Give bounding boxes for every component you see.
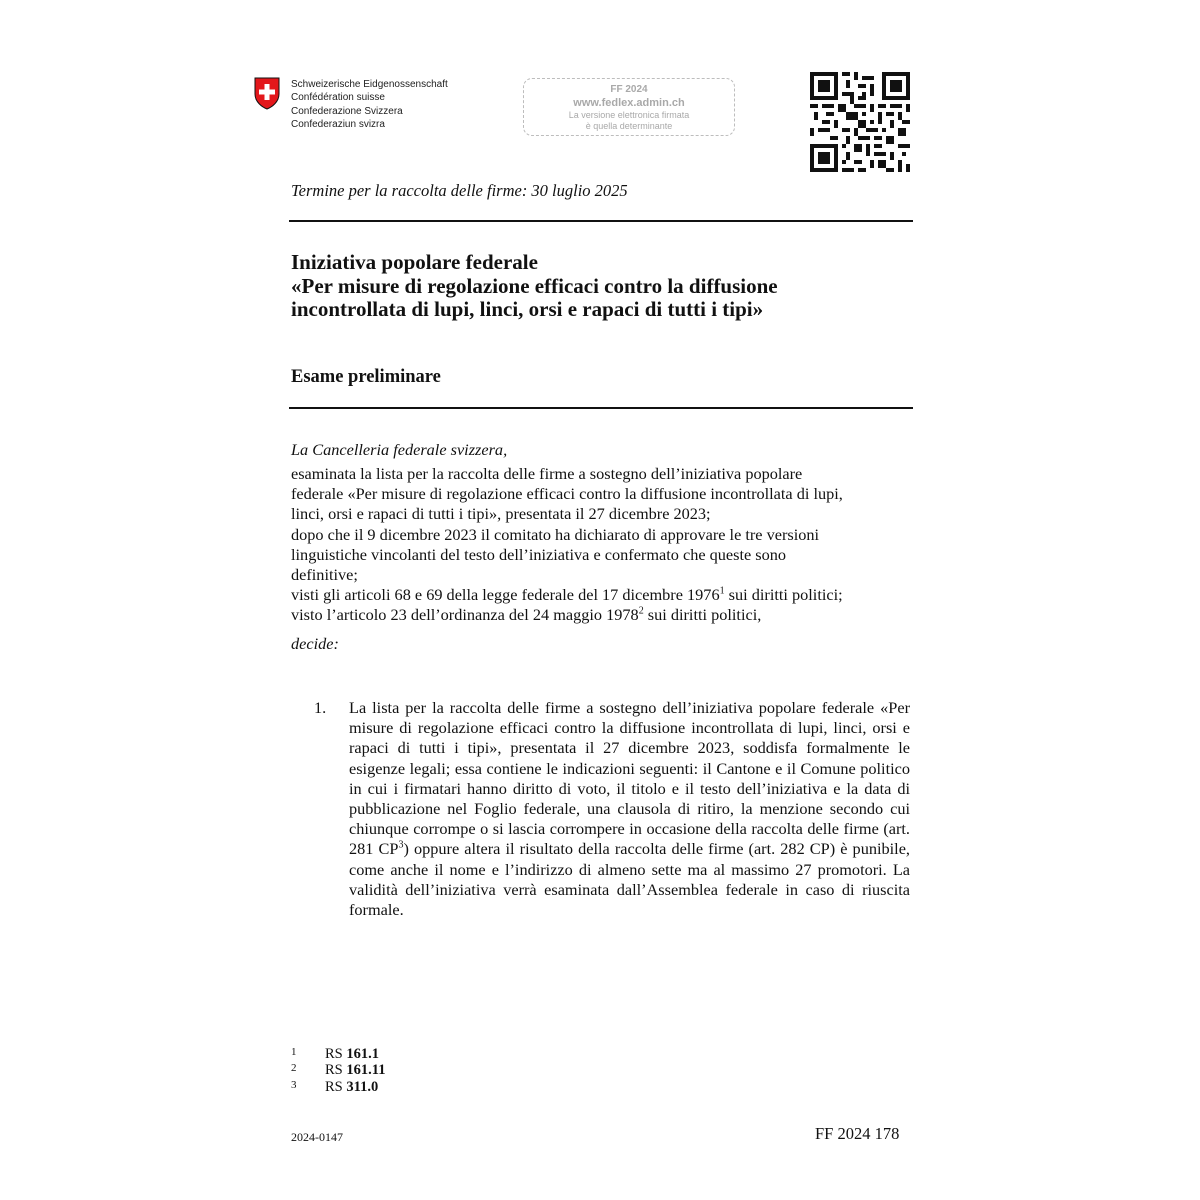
footnote-prefix: RS xyxy=(325,1046,347,1062)
footnote-ref[interactable]: 161.11 xyxy=(346,1062,386,1079)
document-title xyxy=(291,251,911,322)
footnote-prefix: RS xyxy=(325,1078,347,1095)
footnote-text xyxy=(325,1079,378,1095)
document-number: 2024-0147 xyxy=(291,1130,343,1144)
stamp-note-2: è quella determinante xyxy=(585,121,673,131)
electronic-signature-stamp xyxy=(523,78,735,136)
preamble-line: linguistiche vincolanti del testo dell’iniziativa e confermato che queste sono xyxy=(291,544,787,564)
footnote-text xyxy=(325,1062,385,1078)
qr-code-icon xyxy=(810,72,910,172)
preamble-line: esaminata la lista per la raccolta delle firme a sostegno dell’iniziativa popolare xyxy=(291,464,803,483)
divider-top xyxy=(289,220,913,222)
preamble-line: linci, orsi e rapaci di tutti i tipi», presentata il 27 dicembre 2023; xyxy=(291,504,711,524)
stamp-url[interactable]: www.fedlex.admin.ch xyxy=(573,97,685,109)
footnote-number: 1 xyxy=(291,1046,297,1058)
swiss-cross-shield-icon xyxy=(254,77,280,110)
federation-name-rm: Confederaziun svizra xyxy=(291,119,385,131)
footnote xyxy=(291,1046,385,1062)
footnote-ref-2[interactable]: 2 xyxy=(638,606,644,617)
preamble-line: definitive; xyxy=(291,565,358,585)
footnote-ref-3[interactable]: 3 xyxy=(398,840,404,851)
federation-name-it: Confederazione Svizzera xyxy=(291,105,403,117)
item-text xyxy=(349,698,910,920)
item-text-part-1: La lista per la raccolta delle firme a sostegno dell’iniziativa popolare federale «Per misure di regolazione efficaci contro la diffusione incontrollata di lupi, linci, orsi e rapaci di tutti i tipi», presentata il 27 dicembre 2023, soddisfa formalmente le esigenze legali; essa contiene le indicazioni seguenti: il Cantone e il Comune politico in cui i firmatari hanno diritto di voto, il titolo e il testo dell’iniziativa e la data di pubblicazione nel Foglio federale, una clausola di ritiro, la menzione secondo cui chiunque corrompe o si lascia corrompere in occasione della raccolta delle firme (art. 281 CP xyxy=(349,698,910,859)
item-number: 1. xyxy=(314,698,327,717)
footnote xyxy=(291,1062,385,1078)
ordinance-text: visto l’articolo 23 dell’ordinanza del 24 maggio 1978 xyxy=(291,605,639,625)
title-line-3: incontrollata di lupi, linci, orsi e rapaci di tutti i tipi» xyxy=(291,297,764,321)
stamp-note-1: La versione elettronica firmata xyxy=(568,110,690,120)
federation-name-fr: Confédération suisse xyxy=(291,92,385,104)
footnote-ref-1[interactable]: 1 xyxy=(719,585,725,597)
footnote-text xyxy=(325,1046,379,1062)
divider-bottom xyxy=(289,407,913,409)
federation-name-de: Schweizerische Eidgenossenschaft xyxy=(291,79,448,90)
preamble-laws-line xyxy=(291,585,913,605)
footnote-ref[interactable]: 311.0 xyxy=(346,1078,379,1095)
ordinance-text-end: sui diritti politici, xyxy=(643,605,762,625)
preamble-ordinance-line xyxy=(291,605,913,625)
document-subtitle: Esame preliminare xyxy=(291,367,441,387)
preamble xyxy=(291,464,913,626)
footnote-number: 3 xyxy=(291,1078,297,1091)
footnote-number: 2 xyxy=(291,1062,297,1075)
laws-text: visti gli articoli 68 e 69 della legge federale del 17 dicembre 1976 xyxy=(291,585,720,605)
title-line-2: «Per misure di regolazione efficaci contro la diffusione xyxy=(291,273,778,298)
footnote-prefix: RS xyxy=(325,1062,347,1079)
issuing-authority: La Cancelleria federale svizzera, xyxy=(291,440,508,459)
item-text-part-2: ) oppure altera il risultato della raccolta delle firme (art. 282 CP) è punibile, come anche il nome e l’indirizzo di almeno sette ma al massimo 27 promotori. La validità dell’iniziativa verrà esaminata dall’Assemblea federale in caso di riuscita formale. xyxy=(349,839,910,920)
footnote xyxy=(291,1079,385,1095)
decision-keyword: decide: xyxy=(291,634,339,653)
title-line-1: Iniziativa popolare federale xyxy=(291,250,538,274)
stamp-ff-label: FF 2024 xyxy=(610,84,648,95)
federation-names xyxy=(291,78,448,132)
footnote-ref[interactable]: 161.1 xyxy=(346,1046,379,1062)
federal-gazette-reference: FF 2024 178 xyxy=(815,1124,900,1143)
laws-text-end: sui diritti politici; xyxy=(724,585,843,605)
footnotes xyxy=(291,1046,385,1095)
preamble-line: dopo che il 9 dicembre 2023 il comitato ha dichiarato di approvare le tre versioni xyxy=(291,524,820,544)
preamble-line: federale «Per misure di regolazione efficaci contro la diffusione incontrollata di lupi, xyxy=(291,484,843,504)
signature-deadline: Termine per la raccolta delle firme: 30 luglio 2025 xyxy=(291,181,628,200)
